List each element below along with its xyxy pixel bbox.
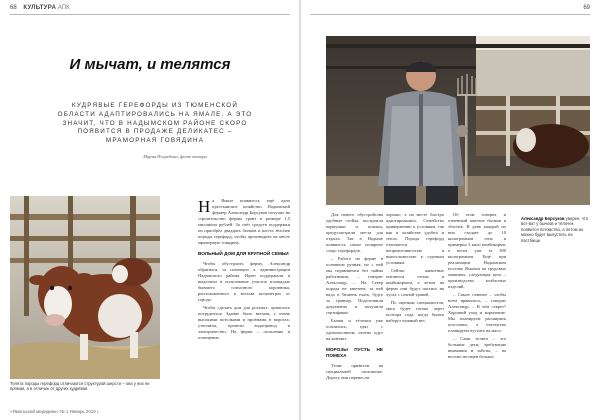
article-title: И мычат, и телятся — [69, 56, 231, 73]
page-number-right: 69 — [583, 5, 590, 11]
paragraph: Для нового обустройства удобные стойла, построили кормушки и поилки, предусмотрели места для отдыха. Так в Надыме появилось самое полярное стадо герефордов. — [326, 212, 383, 253]
paragraph: – Работа на ферме в основном ручная, но с ней мы справляемся без найма работников, – говорит Александр. – На Север порода не завезена, за ней надо в Тюмень ехать, будто за границу. Подготовили документы и получили сертификат. — [326, 256, 383, 315]
text-column-1 — [198, 198, 290, 398]
section-label: КУЛЬТУРА — [23, 5, 57, 11]
right-page — [300, 0, 600, 420]
paragraph: Чтобы сделать дом для рогатых, пришлось потрудиться. Здание было ветхим, с очень высокими потолками и проёмами в воротах; утеплили, провели водопровод и электричество. На ферме – отопление и освещение. — [198, 305, 290, 341]
farmer-photo — [326, 36, 590, 205]
caption-name: Александр Борсуков — [521, 216, 565, 221]
page-header-left — [10, 5, 70, 11]
paragraph: – Самое главное – чтобы всем нравилось, – говорит Александр. – В чём секрет? Хороший уход и кормление. Мы планируем расширить поголовье, а потомство планируем пустить на мясо. — [448, 292, 506, 333]
page-number: 68 — [10, 5, 17, 11]
header-rule — [310, 14, 590, 15]
text-column-4 — [448, 212, 506, 408]
caption-text: уверен, что вот-вот у бычков и тёлочек появится потомство, а летом их можно будет выпустить на пастбище. — [521, 216, 589, 243]
paragraph: На Ямале появилось ещё одно крестьянское хозяйство. Надымский фермер Александр Борсуков получил на строительство фермы грант в размере 1,5 миллиона рублей. За счёт средств поддержки он приобрёл двадцать бычков и шесть тёлочек породы герефорд, чтобы производить на месте мраморную говядину. — [198, 197, 290, 245]
paragraph: хорошо, а на месте быстро адаптировались. Семейство приверженно к условиям, так как в хозяйстве удобно и тепло. Порода герефорд отличается неприхотливостью и выносливостью к суровым условиям. — [386, 212, 444, 265]
header-rule — [10, 14, 290, 15]
farmer-photo-caption — [521, 216, 591, 243]
paragraph: По оценкам специалистов, мясо будет готово через полтора года, когда бычки наберут нужный вес. — [386, 300, 444, 323]
paragraph: Чтобы обустроить ферму, Александр обратился за помощью к администрации Надымского района. Идею поддержали и выделили в пользование участок площадью бывшего совхозного коровника, расположенного в восьми километрах от города. — [198, 261, 290, 303]
farmer-illustration — [326, 36, 590, 205]
paragraph: Бычки и тёлочки уже освоились, едят с удовольствием, охотно идут на контакт. — [326, 318, 383, 341]
column-subheading: ВОЛЬНЫЙ ДОМ ДЛЯ КРУПНОЙ СЕМЬИ — [198, 251, 289, 256]
cows-photo-caption: Телята породы герефорд отличаются структурой шерсти – она у них не прямая, а в отличие от других кудрявая. — [10, 381, 150, 392]
article-lead: КУДРЯВЫЕ ГЕРЕФОРДЫ ИЗ ТЮМЕНСКОЙ ОБЛАСТИ АДАПТИРОВАЛИСЬ НА ЯМАЛЕ. А ЭТО ЗНАЧИТ, ЧТО В НАДЫМСКОМ РАЙОНЕ СКОРО ПОЯВИТСЯ В ПРОДАЖЕ ДЕЛИКАТЕС – МРАМОРНАЯ ГОВЯДИНА — [57, 102, 253, 145]
text-column-3 — [386, 212, 444, 408]
column-subheading: МОРОЗЫ ПУСТЬ НЕ ПОМЕХА — [326, 347, 383, 359]
drop-cap: Н — [198, 197, 211, 216]
paragraph: – Сами телята – это большие дети, требующие внимания и заботы, – на восемь месяцев больше. — [448, 336, 506, 359]
page-footer: «Ямальский меридиан» № 1 Январь 2019 г. — [10, 409, 100, 414]
paragraph: Об этом говорит и отменный аппетит бычков и тёлочек. В день каждый их них съедает до 10 килограммов сена и примерно 3 кило комбикорма, а весит уже за 300 килограммов. Ещё при реализации Надымском поселке Ямалом на трудовых машинах, следующая цель – производство колбасных изделий. — [448, 212, 506, 289]
article-byline: Мария Погребова, фото автора — [143, 154, 207, 159]
cows-photo — [10, 196, 160, 379]
subsection-label: АПК — [57, 5, 70, 11]
text-column-2 — [326, 212, 383, 408]
paragraph: Телят привезли на специальной скотовозке. Дорогу они перенесли — [326, 363, 383, 381]
cows-illustration — [10, 196, 160, 379]
paragraph: Сейчас животные питаются сеном и комбикормом, а летом на ферме они будут пастись на лугах с сочной травой. — [386, 268, 444, 297]
